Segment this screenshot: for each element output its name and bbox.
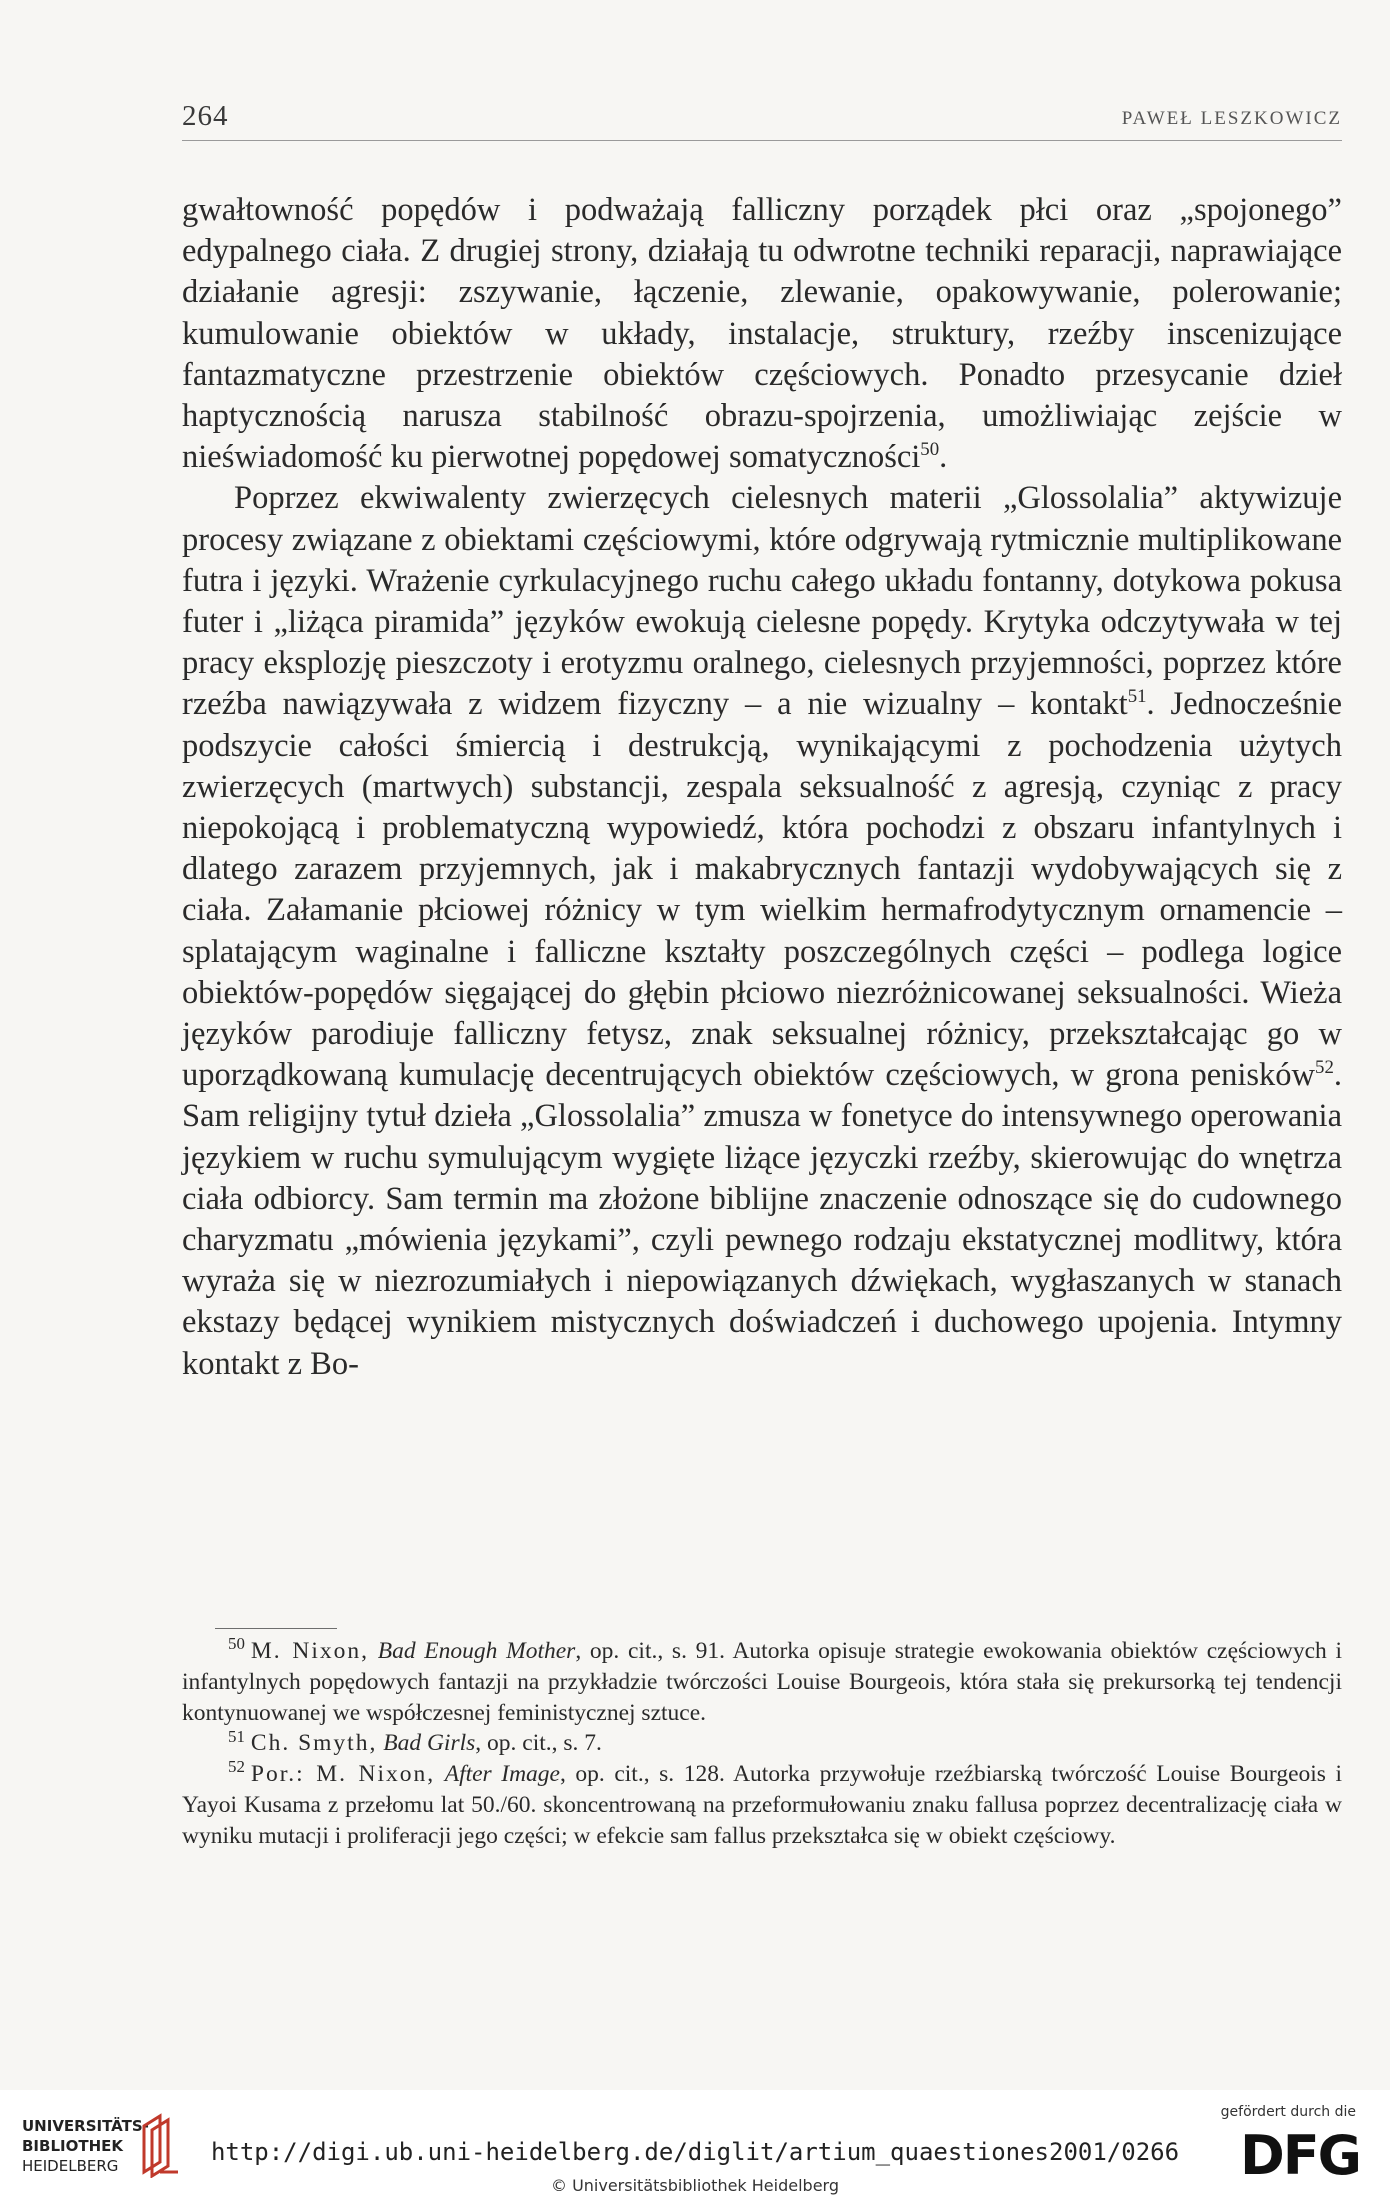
funding-note: gefördert durch die: [1220, 2104, 1356, 2120]
footnote-ref-50[interactable]: 50: [920, 439, 940, 461]
copyright-notice: © Universitätsbibliothek Heidelberg: [550, 2176, 839, 2195]
footnote-ref-51[interactable]: 51: [1127, 686, 1147, 708]
footnote-divider: [215, 1628, 337, 1629]
dfg-logo: DFG: [1239, 2124, 1360, 2187]
page-header: [182, 100, 1342, 141]
page-number: 264: [182, 100, 229, 132]
body-text: [182, 190, 1342, 1385]
footnote-50: $^{50}$ M. Nixon, Bad Enough Mother, op. cit., s. 91. Autorka opisuje strategie ewokowania obiektów częściowych i infantylnych popędowych fantazji na przykładzie twórczości Louise Bourgeois, która stała się prekursorką tej tendencji kontynuowanej we współczesnej feministycznej sztuce.: [182, 1634, 1343, 1726]
permalink-url[interactable]: http://digi.ub.uni-heidelberg.de/diglit/artium_quaestiones2001/0266: [210, 2138, 1180, 2166]
digitization-footer: [0, 2090, 1390, 2206]
library-name: UNIVERSITÄTS- BIBLIOTHEK HEIDELBERG: [22, 2117, 149, 2175]
footnote-52: $^{52}$ Por.: M. Nixon, After Image, op. cit., s. 128. Autorka przywołuje rzeźbiarską twórczość Louise Bourgeois i Yayoi Kusama z przełomu lat 50./60. skoncentrowaną na przeformułowaniu znaku fallusa poprzez decentralizację ciała w wyniku mutacji i proliferacji jego części; w efekcie sam fallus przekształca się w obiekt częściowy.: [182, 1757, 1343, 1849]
footnotes: [182, 1636, 1342, 1852]
running-head: PAWEŁ LESZKOWICZ: [1121, 108, 1342, 129]
paragraph-2: Poprzez ekwiwalenty zwierzęcych cielesnych materii „Glossolalia” aktywizuje procesy związane z obiektami częściowymi, które odgrywają rytmicznie multiplikowane futra i języki. Wrażenie cyrkulacyjnego ruchu całego układu fontanny, dotykowa pokusa futer i „liżąca piramida” języków ewokują cielesne popędy. Krytyka odczytywała w tej pracy eksplozję pieszczoty i erotyzmu oralnego, cielesnych przyjemności, poprzez które rzeźba nawiązywała z widzem fizyczny – a nie wizualny – kontakt$^{51}$. Jednocześnie podszycie całości śmiercią i destrukcją, wynikającymi z pochodzenia użytych zwierzęcych (martwych) substancji, zespala seksualność z agresją, czyniąc z pracy niepokojącą i problematyczną wypowiedź, która pochodzi z obszaru infantylnych i dlatego zarazem przyjemnych, jak i makabrycznych fantazji wydobywających się z ciała. Załamanie płciowej różnicy w tym wielkim hermafrodytycznym ornamencie – splatającym waginalne i falliczne kształty poszczególnych części – podlega logice obiektów-popędów sięgającej do głębin płciowo niezróżnicowanej seksualności. Wieża języków parodiuje falliczny fetysz, znak seksualnej różnicy, przekształcając go w uporządkowaną kumulację decentrujących obiektów częściowych, w grona penisków$^{52}$. Sam religijny tytuł dzieła „Glossolalia” zmusza w fonetyce do intensywnego operowania językiem w ruchu symulującym wygięte liżące języczki rzeźby, skierowując do wnętrza ciała odbiorcy. Sam termin ma złożone biblijne znaczenie odnoszące się do cudownego charyzmatu „mówienia językami”, czyli pewnego rodzaju ekstatycznej modlitwy, która wyraża się w niezrozumiałych i niepowiązanych dźwiękach, wygłaszanych w stanach ekstazy będącej wynikiem mistycznych doświadczeń i duchowego upojenia. Intymny kontakt z Bo-: [182, 480, 1342, 1382]
footnote-ref-52[interactable]: 52: [1315, 1057, 1334, 1079]
paragraph-1: gwałtowność popędów i podważają falliczny porządek płci oraz „spojonego” edypalnego ciała. Z drugiej strony, działają tu odwrotne techniki reparacji, naprawiające działanie agresji: zszywanie, łączenie, zlewanie, opakowywanie, polerowanie; kumulowanie obiektów w układy, instalacje, struktury, rzeźby inscenizujące fantazmatyczne przestrzenie obiektów częściowych. Ponadto przesycanie dzieł haptycznością narusza stabilność obrazu-spojrzenia, umożliwiając zejście w nieświadomość ku pierwotnej popędowej somatyczności$^{50}$.: [182, 192, 1342, 476]
footnote-51: $^{51}$ Ch. Smyth, Bad Girls, op. cit., s. 7.: [228, 1726, 602, 1757]
